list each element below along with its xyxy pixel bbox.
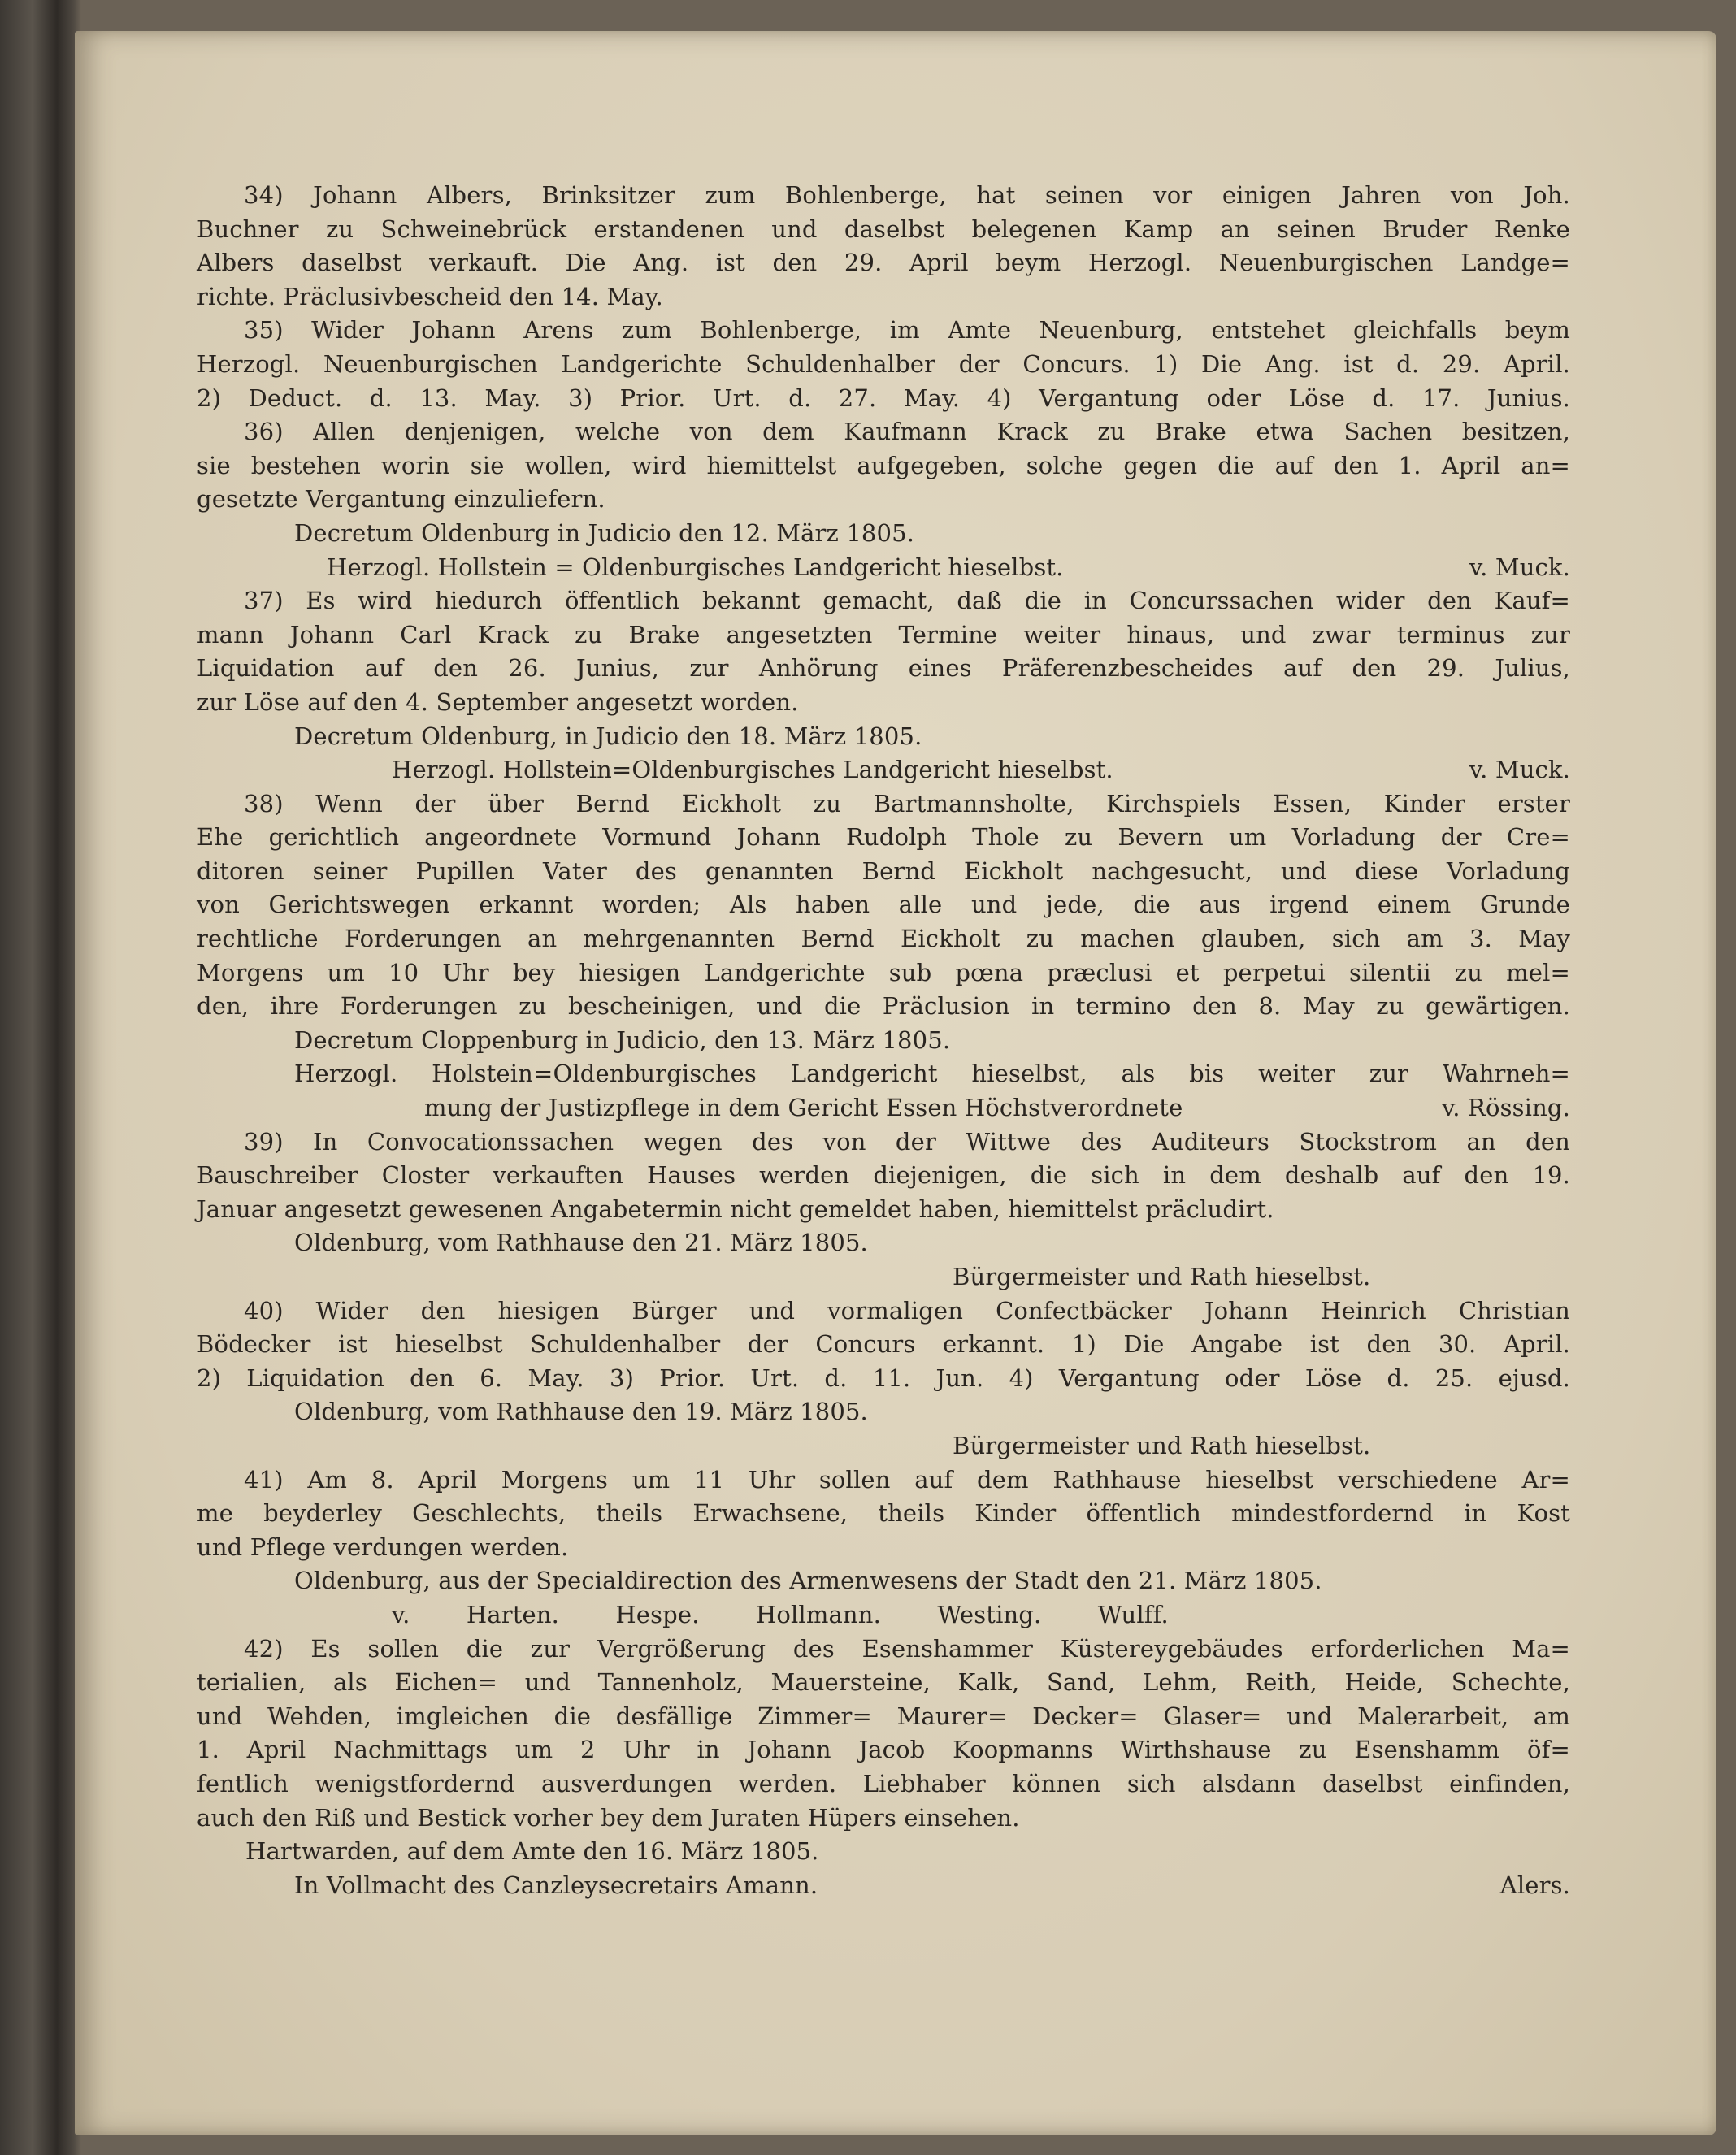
signature-row <box>197 753 1570 787</box>
text-line: 2) Deduct. d. 13. May. 3) Prior. Urt. d. 27. May. 4) Vergantung oder Löse d. 17. Junius. <box>197 384 1570 412</box>
text-line: terialien, als Eichen= und Tannenholz, Mauersteine, Kalk, Sand, Lehm, Reith, Heide, Schechte, <box>197 1668 1570 1697</box>
text-line: Ehe gerichtlich angeordnete Vormund Johann Rudolph Thole zu Bevern um Vorladung der Cre= <box>197 823 1570 852</box>
text-line: Buchner zu Schweinebrück erstandenen und daselbst belegenen Kamp an seinen Bruder Renke <box>197 215 1570 243</box>
text-line: Morgens um 10 Uhr bey hiesigen Landgerichte sub pœna præclusi et perpetui silentii zu mel= <box>197 958 1570 986</box>
decree-line: Oldenburg, aus der Specialdirection des Armenwesens der Stadt den 21. März 1805. <box>294 1567 1322 1595</box>
court-name: Herzogl. Hollstein = Oldenburgisches Landgericht hieselbst. <box>327 553 1064 581</box>
text-line: Bauschreiber Closter verkauften Hauses werden diejenigen, die sich in dem deshalb auf den 19. <box>197 1161 1570 1190</box>
text-line: 34) Johann Albers, Brinksitzer zum Bohlenberge, hat seinen vor einigen Jahren von Joh. <box>244 181 1570 209</box>
text-line: Januar angesetzt gewesenen Angabetermin nicht gemeldet haben, hiemittelst präcludirt. <box>197 1195 1274 1223</box>
signatory: Bürgermeister und Rath hieselbst. <box>953 1431 1371 1459</box>
text-line: 38) Wenn der über Bernd Eickholt zu Bartmannsholte, Kirchspiels Essen, Kinder erster <box>244 789 1570 817</box>
text-line: fentlich wenigstfordernd ausverdungen werden. Liebhaber können sich alsdann daselbst einfinden, <box>197 1769 1570 1797</box>
decree-line: Oldenburg, vom Rathhause den 19. März 1805. <box>294 1398 868 1426</box>
text-line: 42) Es sollen die zur Vergrößerung des Esenshammer Küstereygebäudes erforderlichen Ma= <box>244 1634 1570 1663</box>
text-line: rechtliche Forderungen an mehrgenannten Bernd Eickholt zu machen glauben, sich am 3. May <box>197 925 1570 953</box>
text-line: ditoren seiner Pupillen Vater des genannten Bernd Eickholt nachgesucht, und diese Vorladung <box>197 856 1570 885</box>
signatory: Alers. <box>1499 1871 1570 1899</box>
signature-row <box>197 1869 1570 1903</box>
signatories: v. Harten. Hespe. Hollmann. Westing. Wulff. <box>392 1600 1169 1628</box>
text-line: 39) In Convocationssachen wegen des von der Wittwe des Auditeurs Stockstrom an den <box>244 1127 1570 1156</box>
text-line: und Wehden, imgleichen die desfällige Zimmer= Maurer= Decker= Glaser= und Malerarbeit, am <box>197 1702 1570 1730</box>
text-line: von Gerichtswegen erkannt worden; Als haben alle und jede, die aus irgend einem Grunde <box>197 891 1570 919</box>
signatory: v. Rössing. <box>1442 1094 1570 1122</box>
text-line: 2) Liquidation den 6. May. 3) Prior. Urt. d. 11. Jun. 4) Vergantung oder Löse d. 25. ejusd. <box>197 1364 1570 1392</box>
text-line: 40) Wider den hiesigen Bürger und vormaligen Confectbäcker Johann Heinrich Christian <box>244 1296 1570 1325</box>
court-name: Herzogl. Holstein=Oldenburgisches Landgericht hieselbst, als bis weiter zur Wahrneh= <box>294 1060 1570 1088</box>
text-line: und Pflege verdungen werden. <box>197 1533 569 1561</box>
text-line: gesetzte Vergantung einzuliefern. <box>197 485 605 514</box>
signatory: Bürgermeister und Rath hieselbst. <box>953 1263 1371 1290</box>
text-line: Bödecker ist hieselbst Schuldenhalber der Concurs erkannt. 1) Die Angabe ist den 30. April. <box>197 1330 1570 1359</box>
text-line: auch den Riß und Bestick vorher bey dem Juraten Hüpers einsehen. <box>197 1803 1020 1832</box>
text-line: Albers daselbst verkauft. Die Ang. ist den 29. April beym Herzogl. Neuenburgischen Landge= <box>197 249 1570 277</box>
text-line: 37) Es wird hiedurch öffentlich bekannt gemacht, daß die in Concurssachen wider den Kauf= <box>244 587 1570 615</box>
text-line: zur Löse auf den 4. September angesetzt worden. <box>197 687 799 716</box>
text-line: richte. Präclusivbescheid den 14. May. <box>197 282 663 310</box>
document-body <box>197 179 1570 1902</box>
text-line: 36) Allen denjenigen, welche von dem Kaufmann Krack zu Brake etwa Sachen besitzen, <box>244 418 1570 446</box>
text-line: den, ihre Forderungen zu bescheinigen, und die Präclusion in termino den 8. May zu gewärtigen. <box>197 992 1570 1021</box>
court-name: Herzogl. Hollstein=Oldenburgisches Landgericht hieselbst. <box>392 756 1113 784</box>
text-line: Herzogl. Neuenburgischen Landgerichte Schuldenhalber der Concurs. 1) Die Ang. ist d. 29. April. <box>197 349 1570 378</box>
signatory: v. Muck. <box>1469 553 1570 581</box>
decree-line: Decretum Cloppenburg in Judicio, den 13. März 1805. <box>294 1025 951 1054</box>
decree-line: Oldenburg, vom Rathhause den 21. März 1805. <box>294 1229 868 1257</box>
signature-row <box>197 551 1570 585</box>
signatory: v. Muck. <box>1469 756 1570 784</box>
document-page <box>75 31 1716 2135</box>
text-line: 1. April Nachmittags um 2 Uhr in Johann Jacob Koopmanns Wirthshause zu Esenshamm öf= <box>197 1736 1570 1764</box>
text-line: mann Johann Carl Krack zu Brake angesetzten Termine weiter hinaus, und zwar terminus zur <box>197 620 1570 648</box>
authority-line: In Vollmacht des Canzleysecretairs Amann. <box>294 1871 818 1899</box>
text-line: Liquidation auf den 26. Junius, zur Anhörung eines Präferenzbescheides auf den 29. Julius, <box>197 654 1570 683</box>
text-line: me beyderley Geschlechts, theils Erwachsene, theils Kinder öffentlich mindestfordernd in Kost <box>197 1499 1570 1528</box>
text-line: 41) Am 8. April Morgens um 11 Uhr sollen auf dem Rathhause hieselbst verschiedene Ar= <box>244 1465 1570 1494</box>
text-line: sie bestehen worin sie wollen, wird hiemittelst aufgegeben, solche gegen die auf den 1. April an= <box>197 451 1570 479</box>
decree-line: Decretum Oldenburg, in Judicio den 18. März 1805. <box>294 722 922 750</box>
signature-row <box>197 1091 1570 1125</box>
decree-line: Hartwarden, auf dem Amte den 16. März 1805. <box>245 1837 819 1866</box>
decree-line: Decretum Oldenburg in Judicio den 12. März 1805. <box>294 518 915 547</box>
court-name: mung der Justizpflege in dem Gericht Essen Höchstverordnete <box>424 1094 1183 1122</box>
text-line: 35) Wider Johann Arens zum Bohlenberge, im Amte Neuenburg, entstehet gleichfalls beym <box>244 316 1570 345</box>
